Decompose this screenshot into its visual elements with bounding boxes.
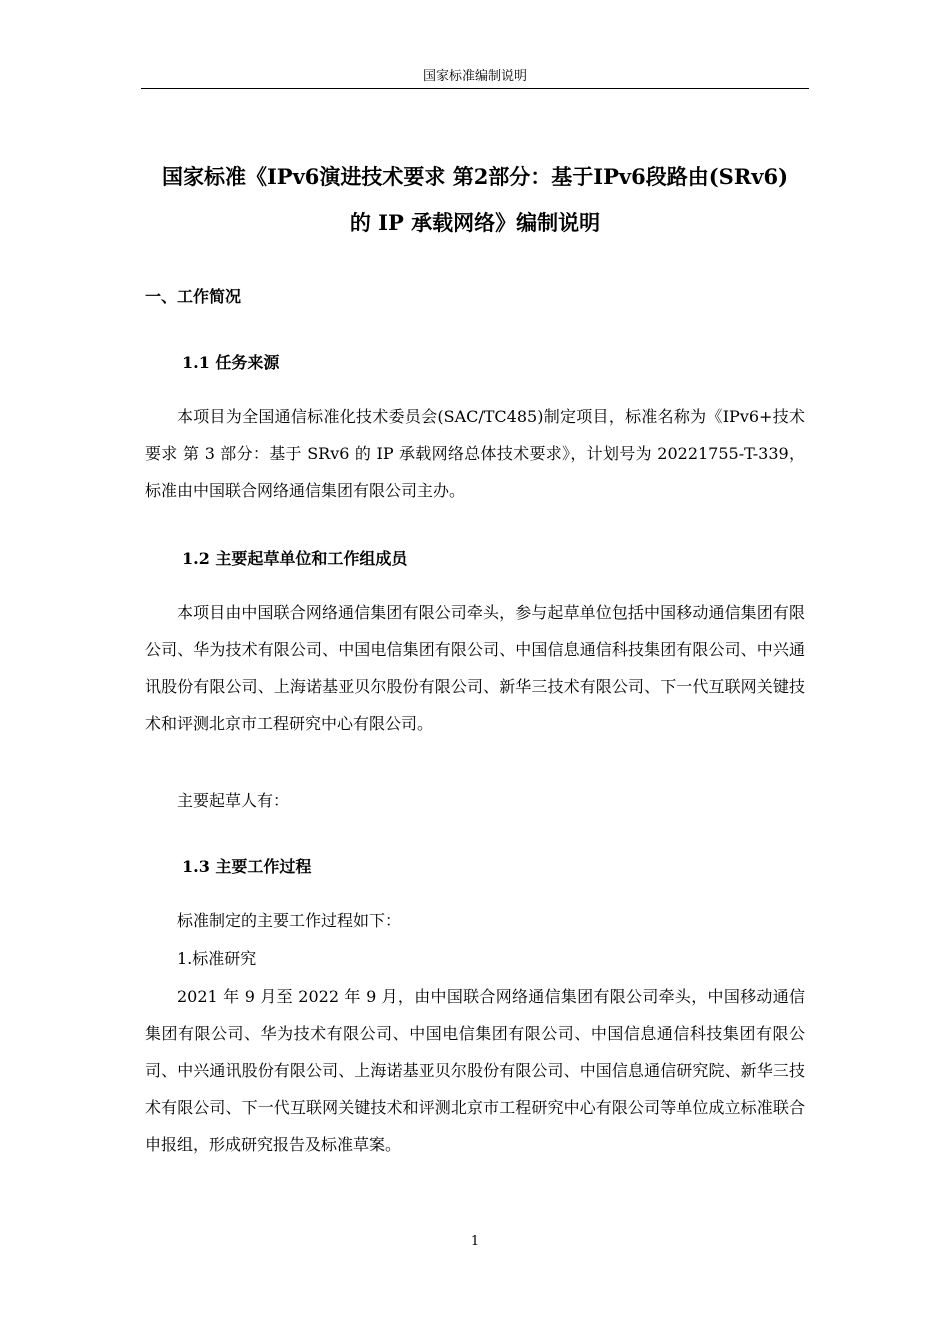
running-header: 国家标准编制说明 [422,69,527,84]
paragraph-task-source: 本项目为全国通信标准化技术委员会(SAC/TC485)制定项目，标准名称为《IPv6+技术要求 第 3 部分：基于 SRv6 的 IP 承载网络总体技术要求》，计划号为 20221755-T-339，标准由中国联合网络通信集团有限公司主办。 [145,407,805,500]
subsection-heading-1-2: 1.2 主要起草单位和工作组成员 [182,549,408,568]
list-item-standard-research: 1.标准研究 [177,949,257,968]
section-heading-1: 一、工作简况 [145,287,242,306]
page-number: 1 [470,1234,480,1249]
paragraph-research-process: 2021 年 9 月至 2022 年 9 月，由中国联合网络通信集团有限公司牵头，中国移动通信集团有限公司、华为技术有限公司、中国电信集团有限公司、中国信息通信科技集团有限公司、中兴通讯股份有限公司、上海诺基亚贝尔股份有限公司、中国信息通信研究院、新华三技术有限公司、下一代互联网关键技术和评测北京市工程研究中心有限公司等单位成立标准联合申报组，形成研究报告及标准草案。 [145,987,805,1154]
paragraph-process-intro: 标准制定的主要工作过程如下： [177,911,402,930]
paragraph-drafters: 主要起草人有： [177,791,290,810]
title-line-1: 国家标准《IPv6演进技术要求 第2部分：基于IPv6段路由(SRv6) [161,164,789,189]
paragraph-drafting-units: 本项目由中国联合网络通信集团有限公司牵头，参与起草单位包括中国移动通信集团有限公司、华为技术有限公司、中国电信集团有限公司、中国信息通信科技集团有限公司、中兴通讯股份有限公司、上海诺基亚贝尔股份有限公司、新华三技术有限公司、下一代互联网关键技术和评测北京市工程研究中心有限公司。 [145,603,805,733]
subsection-heading-1-3: 1.3 主要工作过程 [182,857,312,876]
header-rule [141,88,809,89]
subsection-heading-1-1: 1.1 任务来源 [182,353,280,372]
title-line-2: 的 IP 承载网络》编制说明 [349,210,601,235]
document-title [120,154,830,246]
